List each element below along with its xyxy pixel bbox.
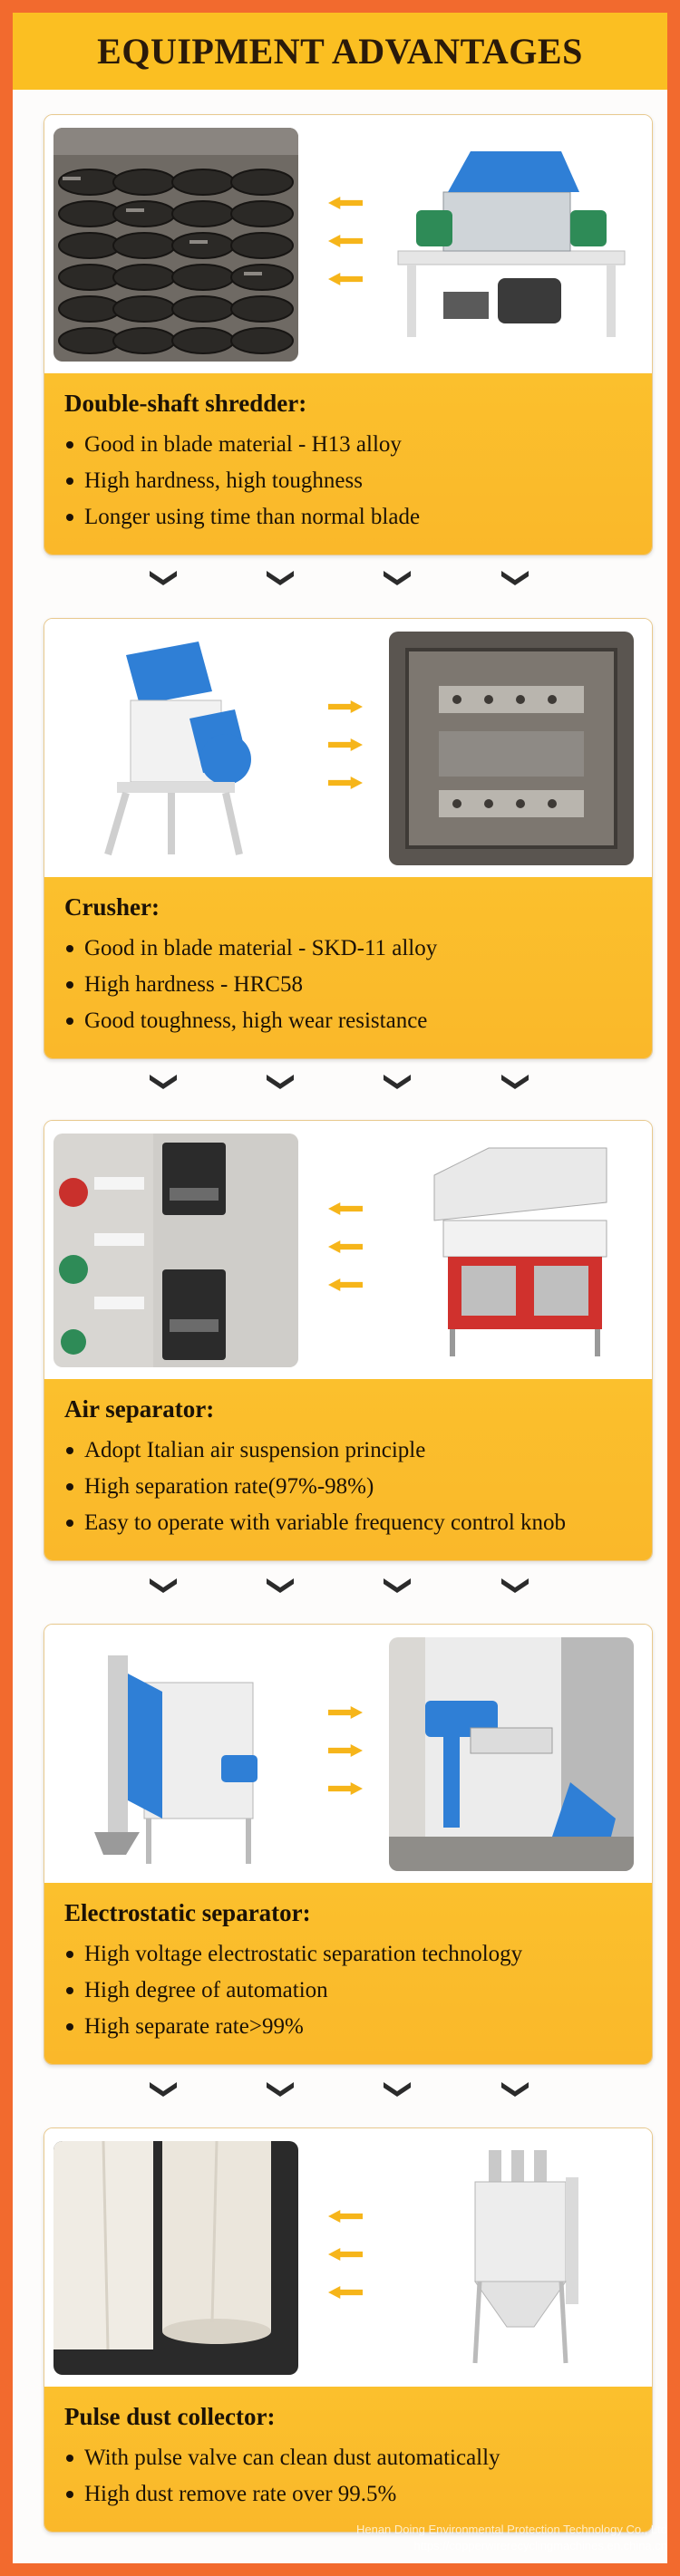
page-title: EQUIPMENT ADVANTAGES [97,31,583,72]
section-card-air-separator [44,1120,653,1561]
chevron-row [13,2079,667,2115]
dust-collector-photo [389,2141,634,2375]
section-heading: Pulse dust collector: [64,2403,276,2430]
feature-list [64,427,632,535]
chevron-down-icon [500,1575,530,1597]
crusher-blades-photo [389,632,634,865]
electrostatic-separator-photo [53,1637,298,1871]
filter-bags-photo [53,2141,298,2375]
feature-item: Good toughness, high wear resistance [64,1003,632,1039]
arrow-left-icon [328,1278,363,1291]
feature-item: Good in blade material - SKD-11 alloy [64,931,632,967]
arrow-right-icon [328,1782,363,1795]
section-card-shredder [44,114,653,555]
feature-item: Good in blade material - H13 alloy [64,427,632,463]
arrow-left-icon [328,1240,363,1253]
feature-item: High hardness, high toughness [64,463,632,499]
feature-item: Adopt Italian air suspension principle [64,1433,632,1469]
arrow-left-icon [328,273,363,285]
image-row [44,115,652,373]
section-text [44,1883,652,2064]
feature-item: Longer using time than normal blade [64,499,632,535]
section-text [44,373,652,555]
arrow-right-icon [328,777,363,789]
feature-item: High hardness - HRC58 [64,967,632,1003]
arrow-left-icon [328,197,363,209]
arrow-right-icon [328,700,363,713]
section-card-crusher [44,618,653,1059]
image-row [44,1121,652,1379]
control-panel-photo [53,1134,298,1367]
section-heading: Electrostatic separator: [64,1899,311,1926]
electrostatic-detail-photo [389,1637,634,1871]
chevron-down-icon [265,2079,296,2100]
air-separator-photo [389,1139,634,1365]
feature-list [64,1433,632,1541]
arrow-right-icon [328,1744,363,1757]
page-frame [13,13,667,2563]
image-row [44,619,652,877]
chevron-row [13,1575,667,1611]
arrow-group [328,2210,368,2324]
feature-list [64,1936,632,2045]
image-row [44,2128,652,2387]
section-heading: Air separator: [64,1395,215,1423]
chevron-down-icon [382,567,413,589]
watermark [356,2522,667,2554]
watermark-company: Henan Doing Environmental Protection Technology Co., Ltd [355,2523,667,2536]
chevron-down-icon [265,567,296,589]
arrow-left-icon [328,2286,363,2299]
section-text [44,877,652,1058]
arrow-left-icon [328,235,363,247]
shredder-blades-photo [53,128,298,362]
chevron-down-icon [148,2079,179,2100]
chevron-down-icon [500,1071,530,1093]
arrow-group [328,1202,368,1317]
chevron-down-icon [148,1575,179,1597]
chevron-down-icon [265,1071,296,1093]
chevron-row [13,1071,667,1107]
arrow-group [328,1706,368,1820]
shredder-machine-photo [389,133,634,360]
arrow-left-icon [328,2248,363,2261]
arrow-right-icon [328,738,363,751]
image-row [44,1625,652,1883]
feature-item: High dust remove rate over 99.5% [64,2476,632,2513]
chevron-down-icon [265,1575,296,1597]
section-text [44,2387,652,2532]
feature-item: High voltage electrostatic separation technology [64,1936,632,1973]
chevron-row [13,567,667,603]
crusher-machine-photo [53,637,298,863]
arrow-group [328,197,368,311]
section-heading: Double-shaft shredder: [64,390,307,417]
chevron-down-icon [382,1575,413,1597]
arrow-left-icon [328,1202,363,1215]
section-card-electrostatic-separator [44,1624,653,2065]
chevron-down-icon [382,1071,413,1093]
chevron-down-icon [382,2079,413,2100]
arrow-right-icon [328,1706,363,1719]
feature-item: High separation rate(97%-98%) [64,1469,632,1505]
feature-item: High separate rate>99% [64,2009,632,2045]
chevron-down-icon [500,567,530,589]
section-heading: Crusher: [64,893,160,921]
feature-item: With pulse valve can clean dust automatically [64,2440,632,2476]
chevron-down-icon [148,567,179,589]
watermark-url: https://copperwirerecyclingmachines.en.china.cn [413,2539,667,2552]
feature-item: Easy to operate with variable frequency control knob [64,1505,632,1541]
title-banner [13,13,667,90]
chevron-down-icon [148,1071,179,1093]
arrow-group [328,700,368,815]
feature-list [64,931,632,1039]
feature-list [64,2440,632,2513]
section-card-pulse-dust-collector [44,2127,653,2533]
feature-item: High degree of automation [64,1973,632,2009]
section-text [44,1379,652,1560]
chevron-down-icon [500,2079,530,2100]
arrow-left-icon [328,2210,363,2223]
